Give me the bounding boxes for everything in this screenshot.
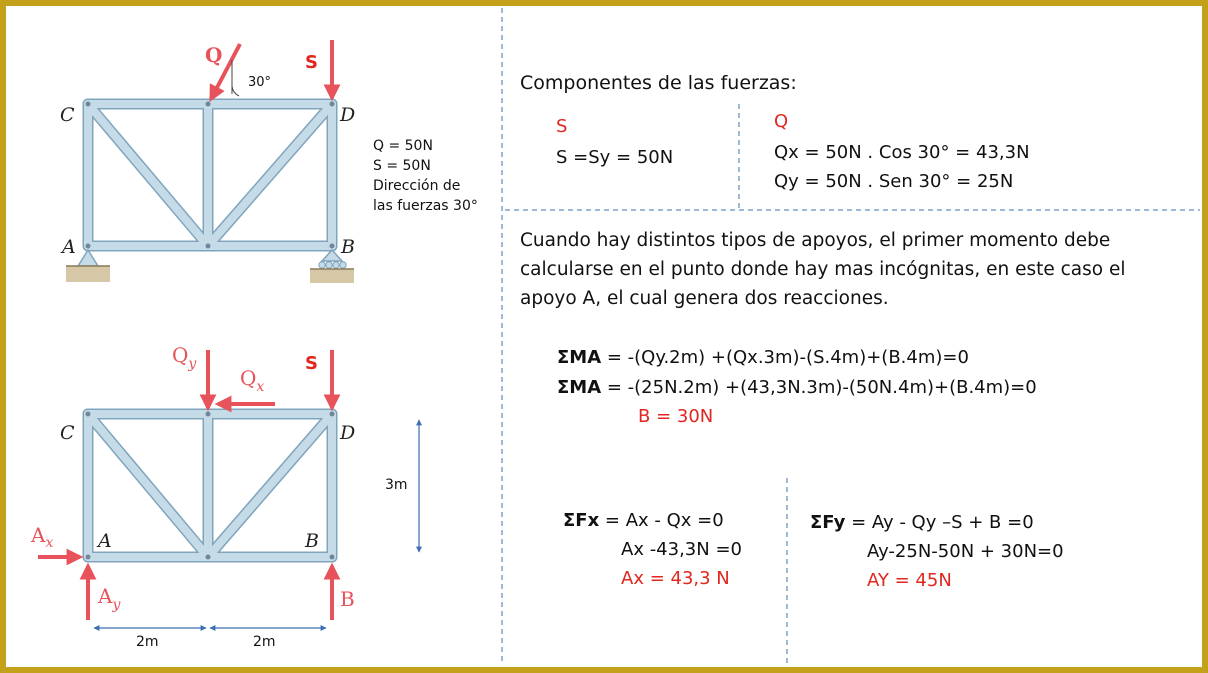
- given-direction-2: las fuerzas 30°: [373, 198, 478, 214]
- given-s: S = 50N: [373, 158, 431, 174]
- node-b-label-2: B: [305, 530, 319, 552]
- sum-fx-eq1: = Ax - Qx =0: [599, 510, 724, 531]
- sum-fy-symbol: ΣFy: [810, 512, 846, 533]
- span2-label: 2m: [253, 634, 276, 650]
- component-qy-line: Qy = 50N . Sen 30° = 25N: [774, 171, 1014, 192]
- moment-eq2-text: = -(25N.2m) +(43,3N.3m)-(50N.4m)+(B.4m)=0: [601, 377, 1037, 398]
- force-qx-label: $Q_x$: [240, 366, 265, 395]
- moment-symbol-1: ΣMA: [557, 347, 602, 368]
- node-c-label: C: [60, 104, 75, 126]
- node-a-label-2: A: [98, 530, 112, 552]
- truss-members-2: [86, 412, 335, 560]
- component-q-heading: Q: [774, 111, 789, 132]
- component-s-heading: S: [556, 116, 568, 137]
- explanation-line-1: Cuando hay distintos tipos de apoyos, el primer momento debe: [520, 230, 1111, 251]
- node-d-label-2: D: [340, 422, 356, 444]
- force-q-label: Q: [205, 43, 223, 67]
- node-c-label-2: C: [60, 422, 75, 444]
- truss-diagram-2: [0, 0, 502, 673]
- node-a-label: A: [62, 236, 76, 258]
- reaction-ax-label: $A_x$: [31, 523, 54, 551]
- moment-result: B = 30N: [638, 406, 714, 427]
- given-q: Q = 50N: [373, 138, 433, 154]
- sum-fx-symbol: ΣFx: [563, 510, 600, 531]
- moment-equation-1: [557, 347, 969, 369]
- sum-fy-result: AY = 45N: [867, 570, 952, 591]
- sum-fy-eq1: = Ay - Qy –S + B =0: [845, 512, 1034, 533]
- explanation-paragraph: [520, 226, 1190, 313]
- moment-symbol-2: ΣMA: [557, 377, 602, 398]
- component-s-line: S =Sy = 50N: [556, 147, 674, 168]
- sum-fx-equation: [563, 510, 724, 532]
- sum-fx-line-2: Ax -43,3N =0: [621, 539, 742, 560]
- sum-fx-result: Ax = 43,3 N: [621, 568, 730, 589]
- force-s-label-2: S: [305, 353, 318, 374]
- reaction-ay-label: $A_y$: [98, 584, 121, 613]
- given-direction-1: Dirección de: [373, 178, 461, 194]
- angle-label: 30°: [248, 75, 272, 90]
- explanation-line-2: calcularse en el punto donde hay mas incógnitas, en este caso el: [520, 259, 1126, 280]
- node-b-label: B: [341, 236, 355, 258]
- height-label: 3m: [385, 477, 408, 493]
- sum-fy-line-2: Ay-25N-50N + 30N=0: [867, 541, 1064, 562]
- sum-fy-equation: [810, 512, 1034, 534]
- node-d-label: D: [340, 104, 356, 126]
- moment-equation-2: [557, 377, 1037, 399]
- reaction-b-label: B: [340, 587, 355, 611]
- components-title: Componentes de las fuerzas:: [520, 72, 797, 94]
- moment-eq1-text: = -(Qy.2m) +(Qx.3m)-(S.4m)+(B.4m)=0: [601, 347, 969, 368]
- explanation-line-3: apoyo A, el cual genera dos reacciones.: [520, 288, 889, 309]
- span1-label: 2m: [136, 634, 159, 650]
- force-s-label: S: [305, 52, 318, 73]
- force-qy-label: $Q_y$: [172, 343, 197, 372]
- component-qx-line: Qx = 50N . Cos 30° = 43,3N: [774, 142, 1030, 163]
